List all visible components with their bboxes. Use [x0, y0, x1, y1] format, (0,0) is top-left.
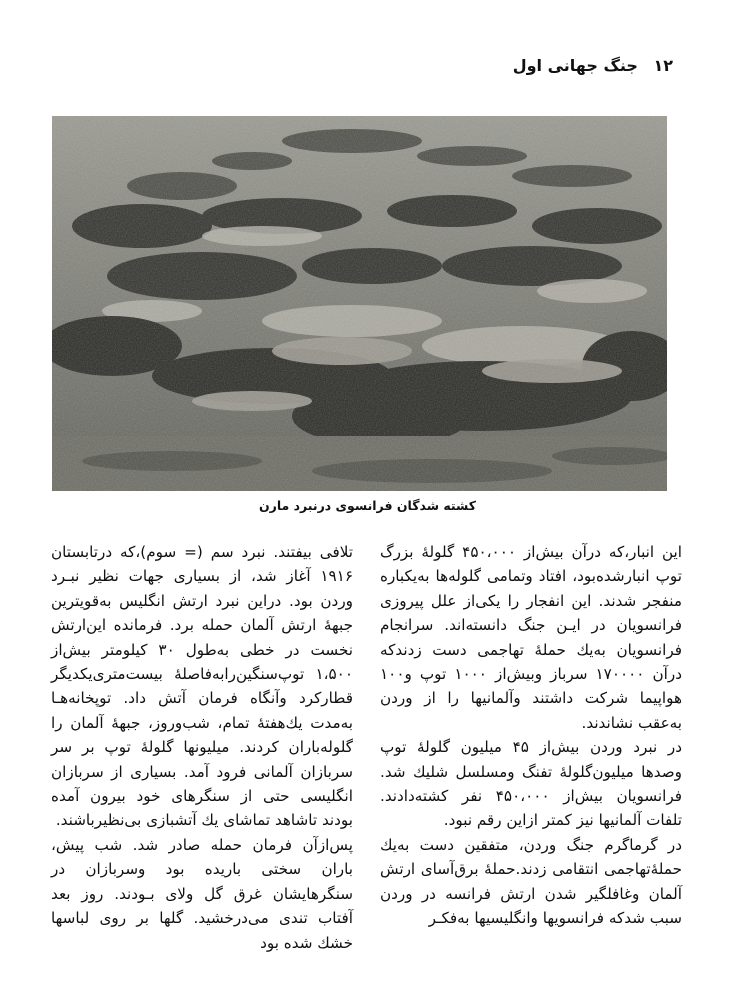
paragraph: پس‌ازآن فرمان حمله صادر شد. شب پیش، باران سختی باریده بود وسربازان در سنگرهایشان غرق گل ولای بـودند. روز بعد آفتاب تندی می‌درخشید. گلها بر روی لباسها خشك شده بود [51, 835, 353, 952]
page-number: ۱۲ [653, 56, 673, 75]
text-column-right [380, 540, 682, 931]
paragraph: در گرماگرم جنگ وردن، متفقین دست به‌یك حملهٔ‌تهاجمی انتقامی زدند.حملهٔ برق‌آسای ارتش آلمان وغافلگیر شدن ارتش فرانسه در وردن سبب شدکه فرانسویها وانگلیسیها به‌فکـر [380, 835, 682, 928]
photo-caption: کشته شدگان فرانسوی درنبرد مارن [258, 498, 477, 513]
paragraph: در نبرد وردن بیش‌از ۴۵ میلیون گلولهٔ توپ وصدها میلیون‌گلولهٔ تفنگ ومسلسل شلیك شد. فرانسویان بیش‌از ۴۵۰،۰۰۰ نفر کشته‌دادند. تلفات آلمانیها نیز کمتر ازاین رقم نبود. [380, 738, 682, 830]
chapter-title: جنگ جهانی اول [512, 56, 638, 75]
paragraph: این انبار،که درآن بیش‌از ۴۵۰،۰۰۰ گلولهٔ بزرگ توپ انبارشده‌بود، افتاد وتمامی گلوله‌ها به‌یکباره منفجر شدند. این انفجار را یکی‌از علل پیروزی فرانسویان در ایـن جنگ دانسته‌اند. سرانجام فرانسویان به‌یك حملهٔ تهاجمی دست زدندکه درآن ۱۷۰۰۰۰ سرباز وبیش‌از ۱۰۰۰ توپ و۱۰۰ هواپیما شرکت داشتند وآلمانیها را از وردن به‌عقب نشاندند. [380, 543, 682, 732]
text-column-left [51, 540, 353, 955]
paragraph: تلافی بیفتند. نبرد سم (= سوم)،که درتابستان ۱۹۱۶ آغاز شد، از بسیاری جهات نظیر نبـرد وردن بود. دراین نبرد ارتش انگلیس به‌قویترین جبههٔ ارتش آلمان حمله برد. فرمانده این‌ارتش نخست در خطی به‌طول ۳۰ کیلومتر بیش‌از ۱،۵۰۰ توپ‌سنگین‌رابه‌فاصلهٔ بیست‌متری‌یکدیگر قطارکرد وآنگاه فرمان آتش داد. توپخانه‌هـا به‌مدت یك‌هفتهٔ تمام، شب‌وروز، جبههٔ آلمان را گلوله‌باران کردند. میلیونها گلولهٔ توپ بر سر سربازان آلمانی فرود آمد. بسیاری از سربازان انگلیسی حتی از سنگرهای خود بیرون آمده بودند تاشاهد تماشای یك آتشبازی بی‌نظیرباشند. [51, 543, 353, 830]
running-head [513, 56, 673, 75]
battlefield-photo [52, 116, 667, 491]
